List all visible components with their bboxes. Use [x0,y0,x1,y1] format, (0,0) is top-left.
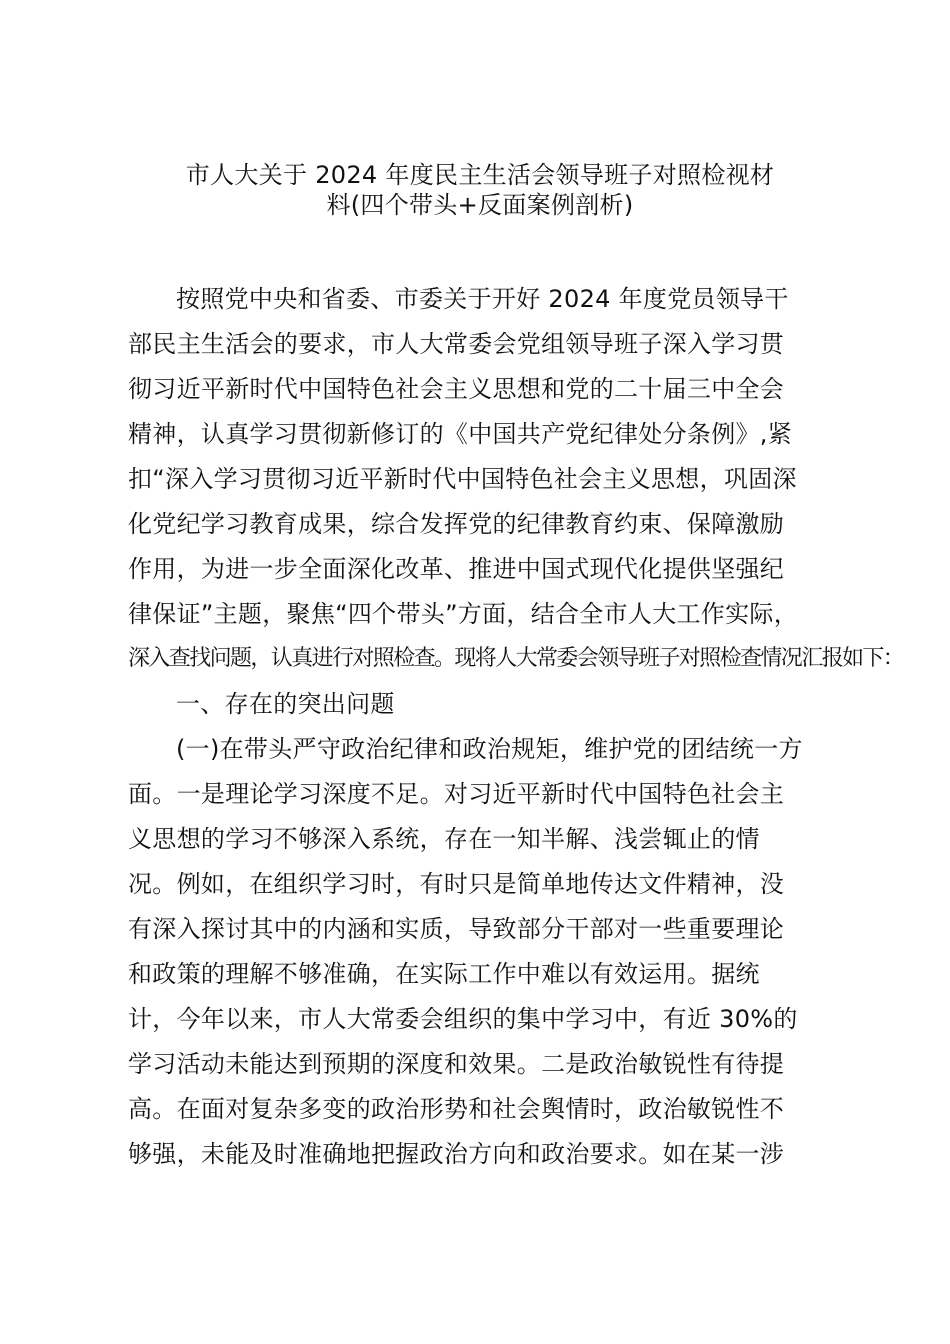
paragraph-line: 按照党中央和省委、市委关于开好 2024 年度党员领导干 [176,285,789,313]
paragraph-line: 部民主生活会的要求，市人大常委会党组领导班子深入学习贯 [128,330,785,358]
paragraph-line: (一)在带头严守政治纪律和政治规矩，维护党的团结统一方 [176,735,803,763]
paragraph-line: 学习活动未能达到预期的深度和效果。二是政治敏锐性有待提 [128,1050,785,1078]
paragraph-line: 扣“深入学习贯彻习近平新时代中国特色社会主义思想，巩固深 [128,465,797,493]
paragraph-line: 够强，未能及时准确地把握政治方向和政治要求。如在某一涉 [128,1140,785,1168]
paragraph-line: 有深入探讨其中的内涵和实质，导致部分干部对一些重要理论 [128,915,785,943]
paragraph-line: 精神，认真学习贯彻新修订的《中国共产党纪律处分条例》,紧 [128,420,793,448]
paragraph-line: 高。在面对复杂多变的政治形势和社会舆情时，政治敏锐性不 [128,1095,785,1123]
section-heading: 一、存在的突出问题 [176,690,395,718]
paragraph-line: 义思想的学习不够深入系统，存在一知半解、浅尝辄止的情 [128,825,760,853]
paragraph-line: 深入查找问题，认真进行对照检查。现将人大常委会领导班子对照检查情况汇报如下： [128,646,904,671]
paragraph-line: 和政策的理解不够准确，在实际工作中难以有效运用。据统 [128,960,760,988]
paragraph-line: 面。一是理论学习深度不足。对习近平新时代中国特色社会主 [128,780,785,808]
paragraph-line: 化党纪学习教育成果，综合发挥党的纪律教育约束、保障激励 [128,510,785,538]
title-line-1: 市人大关于 2024 年度民主生活会领导班子对照检视材 [185,161,775,189]
paragraph-line: 况。例如，在组织学习时，有时只是简单地传达文件精神，没 [128,870,785,898]
paragraph-line: 作用，为进一步全面深化改革、推进中国式现代化提供坚强纪 [128,555,785,583]
document-title [120,160,840,220]
paragraph-line: 律保证”主题，聚焦“四个带头”方面，结合全市人大工作实际， [128,600,798,628]
paragraph-line: 彻习近平新时代中国特色社会主义思想和党的二十届三中全会 [128,375,785,403]
paragraph-line: 计，今年以来，市人大常委会组织的集中学习中，有近 30%的 [128,1005,798,1033]
title-line-2: 料(四个带头+反面案例剖析) [326,191,634,219]
